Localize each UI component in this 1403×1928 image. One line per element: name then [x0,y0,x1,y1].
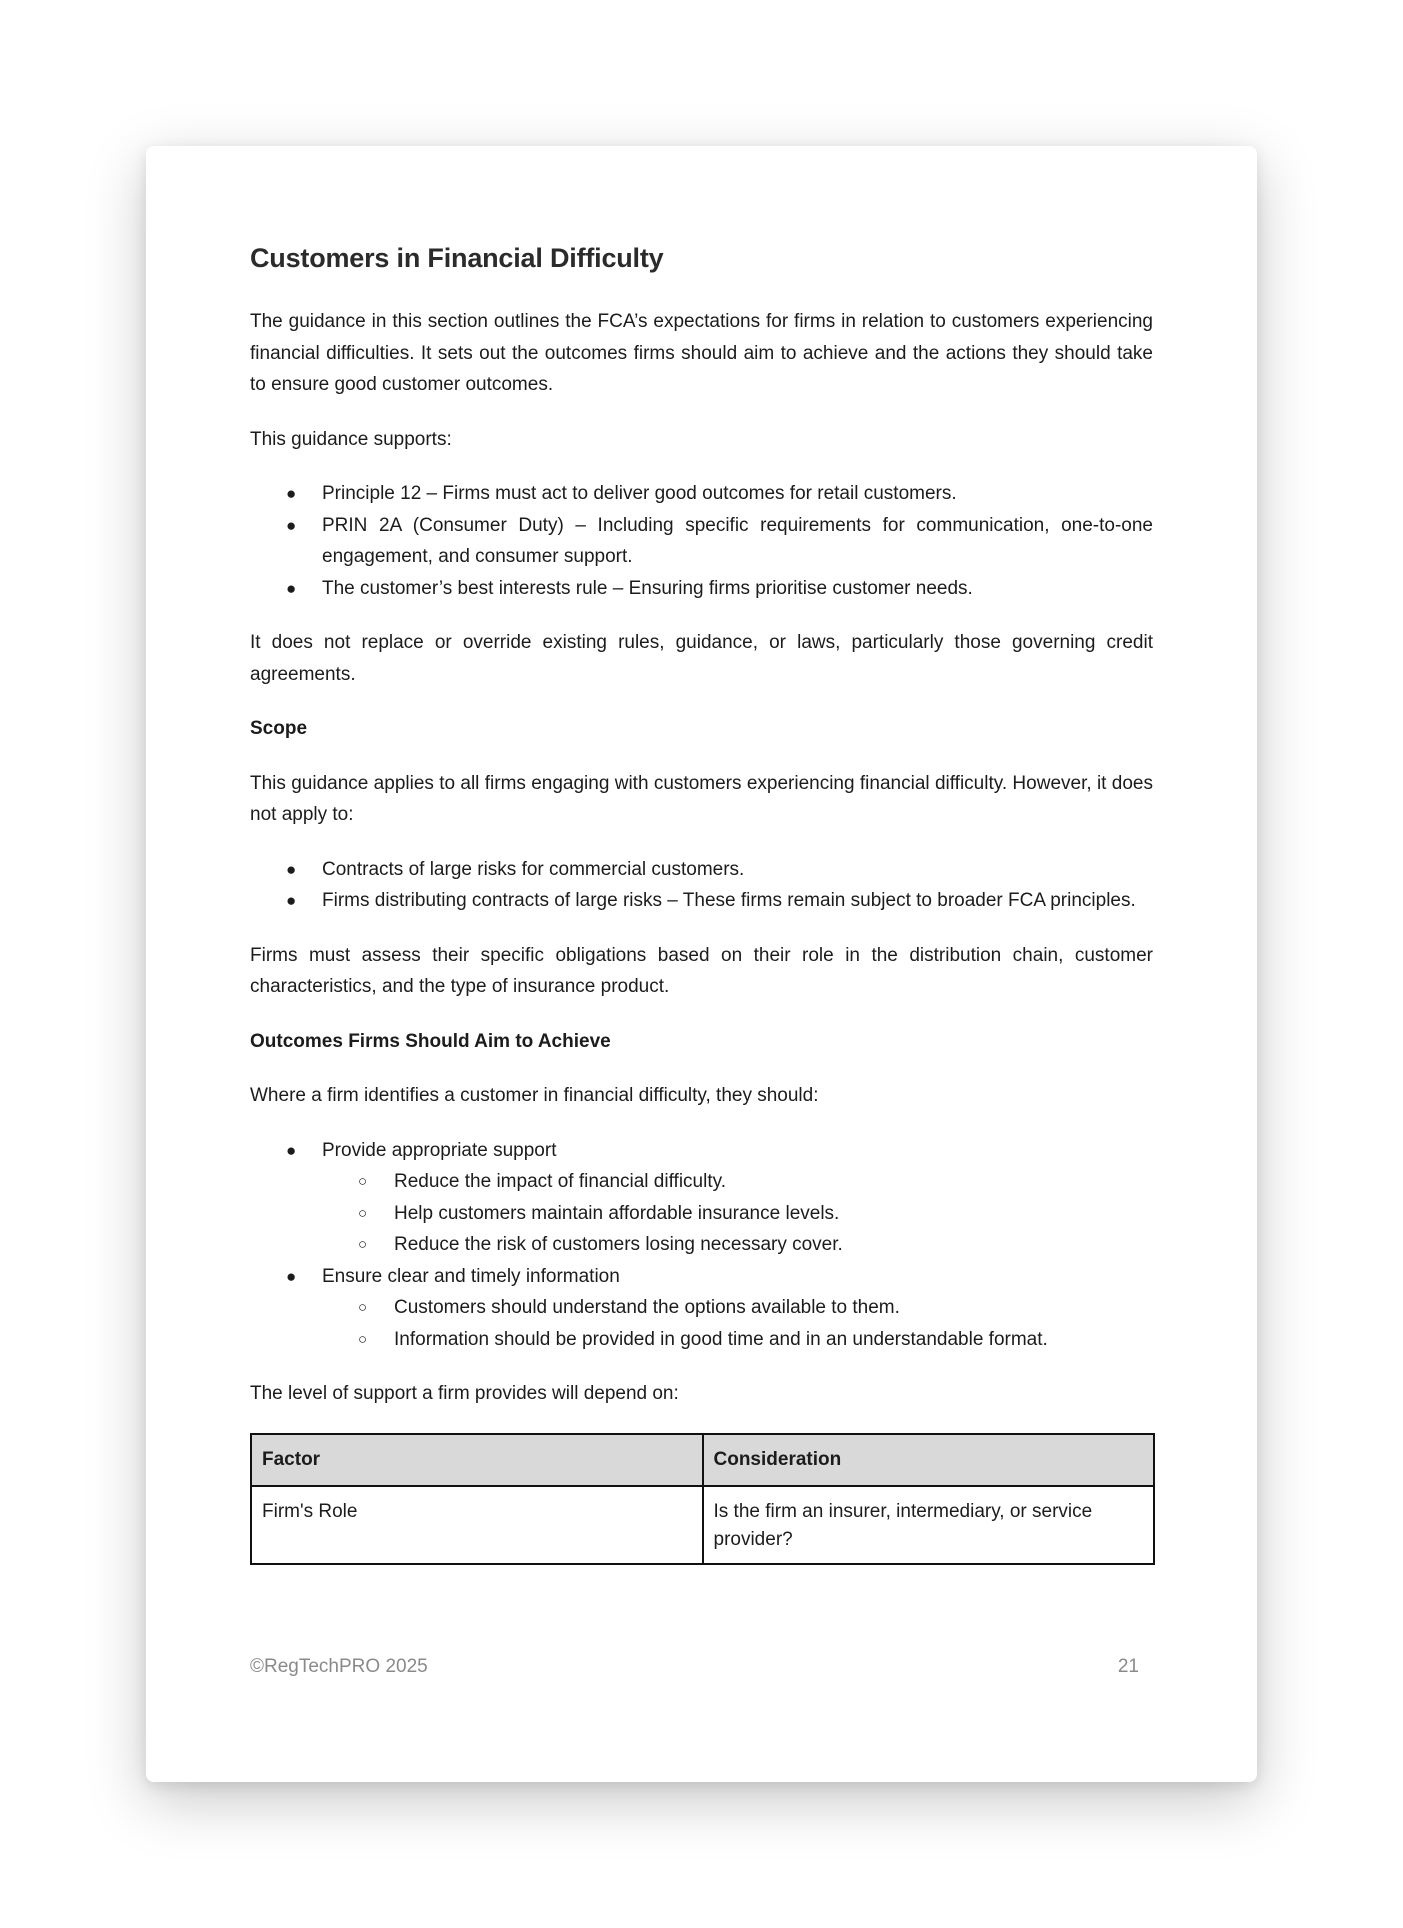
outcomes-list [250,1135,1153,1356]
bullet-icon: ● [286,484,297,504]
list-item: ● The customer’s best interests rule – Ensuring firms prioritise customer needs. [250,573,1153,605]
table-header-factor: Factor [251,1434,703,1486]
not-replace-paragraph: It does not replace or override existing rules, guidance, or laws, particularly those governing credit agreements. [250,632,1153,685]
bullet-icon: ● [286,1140,297,1160]
table-row [251,1486,1154,1564]
sub-list [322,1166,1153,1261]
page-number: 21 [1117,1656,1139,1677]
table-cell: Firm's Role [251,1486,703,1564]
hollow-bullet-icon: ○ [358,1204,368,1222]
page-footer [250,1656,1139,1678]
section-title: Customers in Financial Difficulty [250,243,664,273]
table-cell: Is the firm an insurer, intermediary, or service provider? [703,1486,1155,1564]
exclusions-list [250,854,1153,917]
page-content [250,241,1153,1565]
sub-list-item: ○ Customers should understand the options available to them. [322,1292,1153,1324]
scope-heading: Scope [250,718,308,740]
hollow-bullet-icon: ○ [358,1173,368,1191]
list-item: ● PRIN 2A (Consumer Duty) – Including specific requirements for communication, one-to-one engagement, and consumer support. [250,510,1153,573]
list-item: ● Ensure clear and timely information ○ Customers should understand the options available to them. ○ Information should be provided in good time and in an understandable format. [250,1261,1153,1356]
support-level-paragraph: The level of support a firm provides will depend on: [250,1383,679,1405]
factor-table [250,1433,1155,1565]
list-item: ● Provide appropriate support ○ Reduce the impact of financial difficulty. ○ Help customers maintain affordable insurance levels. ○ Reduce the risk of customers losing necessary cover. [250,1135,1153,1261]
hollow-bullet-icon: ○ [358,1330,368,1348]
table-header-consideration: Consideration [703,1434,1155,1486]
hollow-bullet-icon: ○ [358,1299,368,1317]
bullet-icon: ● [286,515,297,535]
intro-paragraph: The guidance in this section outlines the FCA’s expectations for firms in relation to customers experiencing financial difficulties. It sets out the outcomes firms should aim to achieve and the actions they should take to ensure good customer outcomes. [250,311,1153,396]
list-item: ● Contracts of large risks for commercial customers. [250,854,1153,886]
supports-list [250,478,1153,604]
document-page [146,146,1257,1782]
bullet-icon: ● [286,859,297,879]
bullet-icon: ● [286,578,297,598]
hollow-bullet-icon: ○ [358,1236,368,1254]
sub-list [322,1292,1153,1355]
list-item: ● Firms distributing contracts of large risks – These firms remain subject to broader FCA principles. [250,885,1153,917]
bullet-icon: ● [286,891,297,911]
copyright-text: ©RegTechPRO 2025 [250,1656,428,1677]
table-header-row [251,1434,1154,1486]
sub-list-item: ○ Help customers maintain affordable insurance levels. [322,1198,1153,1230]
outcomes-lead: Where a firm identifies a customer in financial difficulty, they should: [250,1085,819,1107]
sub-list-item: ○ Information should be provided in good time and in an understandable format. [322,1324,1153,1356]
scope-paragraph: This guidance applies to all firms engaging with customers experiencing financial difficulty. However, it does not apply to: [250,772,1153,826]
sub-list-item: ○ Reduce the risk of customers losing necessary cover. [322,1229,1153,1261]
sub-list-item: ○ Reduce the impact of financial difficulty. [322,1166,1153,1198]
bullet-icon: ● [286,1266,297,1286]
supports-lead: This guidance supports: [250,428,452,450]
outcomes-heading: Outcomes Firms Should Aim to Achieve [250,1030,611,1052]
assess-paragraph: Firms must assess their specific obligations based on their role in the distribution chain, customer characteristics, and the type of insurance product. [250,944,1153,998]
list-item: ● Principle 12 – Firms must act to deliver good outcomes for retail customers. [250,478,1153,510]
